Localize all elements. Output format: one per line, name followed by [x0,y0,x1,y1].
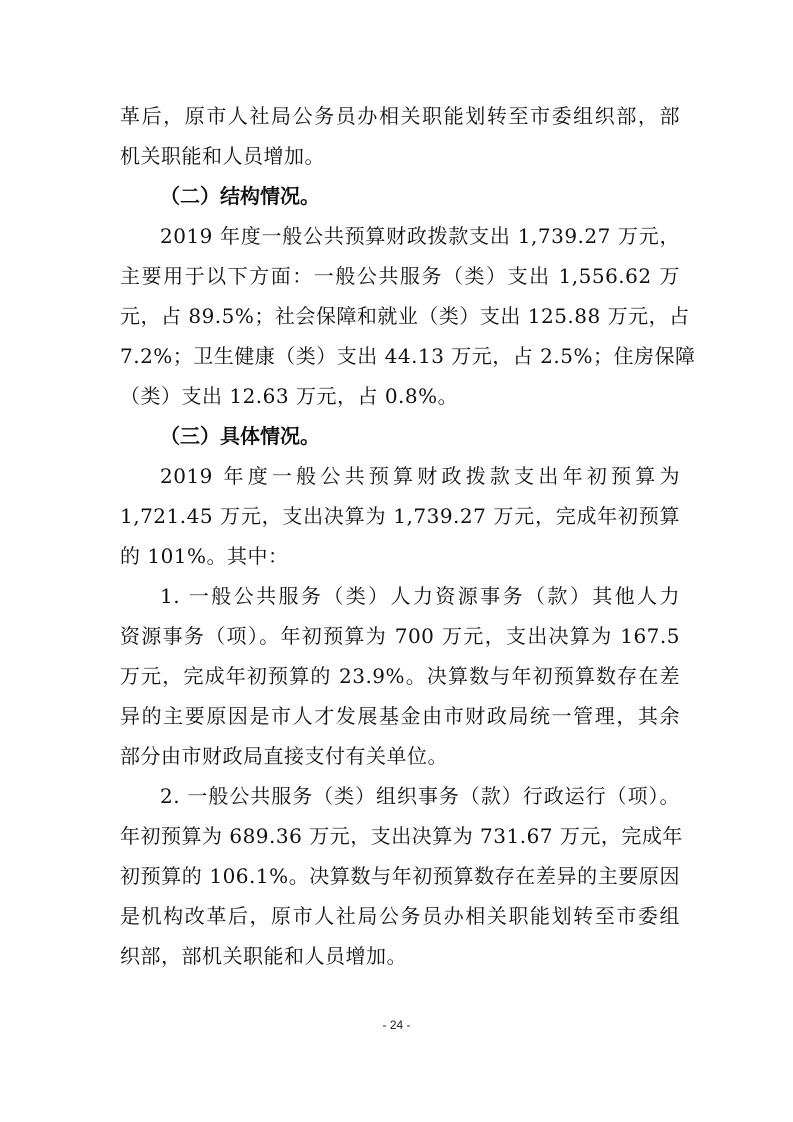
text-line: 资源事务（项）。年初预算为 700 万元，支出决算为 167.5 [120,624,680,648]
paragraph-item-2 [120,776,683,976]
text-line: 万元，完成年初预算的 23.9%。决算数与年初预算数存在差 [120,664,680,688]
text-line: 机关职能和人员增加。 [120,144,325,168]
paragraph-structure [120,216,696,416]
text-line: （类）支出 12.63 万元，占 0.8%。 [120,384,459,408]
text-line: 是机构改革后，原市人社局公务员办相关职能划转至市委组 [120,904,680,928]
text-line: 部分由市财政局直接支付有关单位。 [120,744,448,768]
text-line: 革后，原市人社局公务员办相关职能划转至市委组织部，部 [120,104,680,128]
text-line: 织部，部机关职能和人员增加。 [120,944,407,968]
text-line: 的 101%。其中： [120,544,289,568]
text-line: 1. 一般公共服务（类）人力资源事务（款）其他人力 [160,584,680,608]
text-line: 异的主要原因是市人才发展基金由市财政局统一管理，其余 [120,704,680,728]
text-line: 2. 一般公共服务（类）组织事务（款）行政运行（项）。 [160,784,680,808]
text-line: 2019 年度一般公共预算财政拨款支出 1,739.27 万元， [160,224,680,248]
text-line: 元，占 89.5%；社会保障和就业（类）支出 125.88 万元，占 [120,304,690,328]
section-heading-details: （三）具体情况。 [160,424,320,448]
text-line: 1,721.45 万元，支出决算为 1,739.27 万元，完成年初预算 [120,504,680,528]
paragraph-item-1 [120,576,680,776]
page-number: - 24 - [382,1018,411,1032]
paragraph-summary [120,456,680,576]
text-line: 年初预算为 689.36 万元，支出决算为 731.67 万元，完成年 [120,824,683,848]
text-line: 初预算的 106.1%。决算数与年初预算数存在差异的主要原因 [120,864,680,888]
paragraph-continuation [120,96,680,176]
text-line: 主要用于以下方面：一般公共服务（类）支出 1,556.62 万 [120,264,680,288]
text-line: 2019 年度一般公共预算财政拨款支出年初预算为 [160,464,680,488]
document-body [120,96,696,976]
text-line: 7.2%；卫生健康（类）支出 44.13 万元，占 2.5%；住房保障 [120,344,696,368]
section-heading-structure: （二）结构情况。 [160,184,320,208]
